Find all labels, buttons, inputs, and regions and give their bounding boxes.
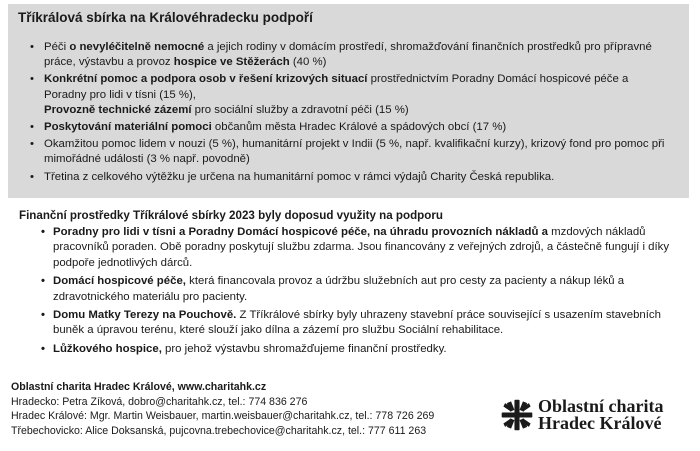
charity-cross-icon xyxy=(500,398,534,432)
list-item: • Poradny pro lidi v tísni a Poradny Domácí hospicové péče, na úhradu provozních nákladů a mzdových nákladů pracovníků poraden. Obě poradny poskytují službu zdarma. Jsou financovány z veřejných zdrojů, a částečně fungují i díky podpoře jednotlivých dárců. xyxy=(41,226,670,269)
bullet-icon: • xyxy=(30,138,34,151)
logo-text xyxy=(538,398,664,432)
list-item: • Domu Matky Terezy na Pouchově. Z Tříkrálové sbírky byly uhrazeny stavební práce související s usazením stavebních buněk a úpravou terénu, které slouží jako dílna a zázemí pro službu Sociální rehabilitace. xyxy=(41,309,661,337)
bullet-icon: • xyxy=(41,275,45,288)
list-item: • Okamžitou pomoc lidem v nouzi (5 %), humanitární projekt v Indii (5 %, např. kvalifikační kurzy), krizový fond pro pomoc při mimořádné události (3 % např. povodně) xyxy=(30,138,665,166)
usage-list xyxy=(41,225,681,360)
logo-line-1: Oblastní charita xyxy=(538,396,664,416)
usage-title: Finanční prostředky Tříkrálové sbírky 2023 byly doposud využity na podporu xyxy=(19,209,443,222)
bullet-icon: • xyxy=(41,342,45,355)
contact-footer xyxy=(11,380,434,438)
summary-list xyxy=(30,40,670,185)
bullet-icon: • xyxy=(41,309,45,322)
list-item: • Péči o nevyléčitelně nemocné a jejich rodiny v domácím prostředí, shromažďování finančních prostředků pro přípravné práce, výstavbu a provoz hospice ve Stěžerách (40 %) xyxy=(30,41,652,69)
bullet-icon: • xyxy=(30,73,34,86)
bullet-icon: • xyxy=(30,121,34,134)
list-item: • Třetina z celkového výtěžku je určena na humanitární pomoc v rámci výdajů Charity Česká republika. xyxy=(30,170,670,185)
charity-logo xyxy=(500,398,664,432)
logo-line-2: Hradec Králové xyxy=(538,413,662,433)
bullet-icon: • xyxy=(30,170,34,183)
list-item: • Lůžkového hospice, pro jehož výstavbu shromažďujeme finanční prostředky. xyxy=(41,342,681,357)
bullet-icon: • xyxy=(30,41,34,53)
summary-title: Tříkrálová sbírka na Královéhradecku podpoří xyxy=(18,10,313,25)
list-item: • Poskytování materiální pomoci občanům města Hradec Králové a spádových obcí (17 %) xyxy=(30,120,670,135)
contact-line: Hradecko: Petra Zíková, dobro@charitahk.cz, tel.: 774 836 276 xyxy=(11,395,308,408)
bullet-icon: • xyxy=(41,226,45,238)
list-item: • Konkrétní pomoc a podpora osob v řešení krizových situací prostřednictvím Poradny Domácí hospicové péče a Poradny pro lidi v tísni (15 %), Provozně technické zázemí pro sociální služby a zdravotní péči (15 %) xyxy=(30,73,629,116)
contact-line: Hradec Králové: Mgr. Martin Weisbauer, martin.weisbauer@charitahk.cz, tel.: 778 726 269 xyxy=(11,410,435,422)
contact-line: Třebechovicko: Alice Doksanská, pujcovna.trebechovice@charitahk.cz, tel.: 777 611 263 xyxy=(11,424,427,437)
organization-line: Oblastní charita Hradec Králové, www.charitahk.cz xyxy=(11,381,267,393)
list-item: • Domácí hospicové péče, která financovala provoz a údržbu služebních aut pro cesty za pacienty a nákup léků a zdravotnického materiálu pro pacienty. xyxy=(41,275,625,303)
